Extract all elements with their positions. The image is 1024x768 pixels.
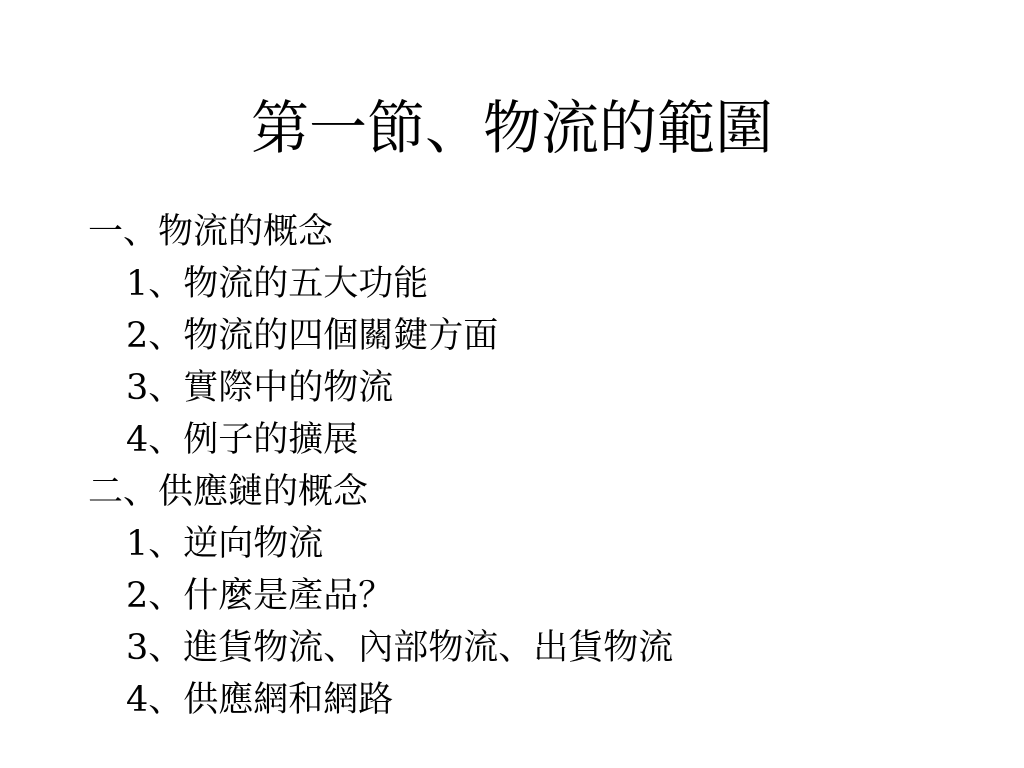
list-item: 2、什麼是產品？ (126, 576, 394, 616)
section-heading-supply-chain: 二、供應鏈的概念 (88, 472, 369, 512)
section-heading-logistics: 一、物流的概念 (88, 212, 334, 252)
list-item: 1、物流的五大功能 (126, 264, 429, 304)
outline-list (88, 206, 673, 726)
list-item: 3、實際中的物流 (126, 368, 394, 408)
list-item: 3、進貨物流、內部物流、出貨物流 (126, 628, 674, 668)
list-item: 1、逆向物流 (126, 524, 324, 564)
slide-title: 第一節、物流的範圍 (250, 94, 773, 162)
list-item: 4、例子的擴展 (126, 420, 359, 460)
list-item: 2、物流的四個關鍵方面 (126, 316, 499, 356)
list-item: 4、供應網和網路 (126, 680, 394, 720)
